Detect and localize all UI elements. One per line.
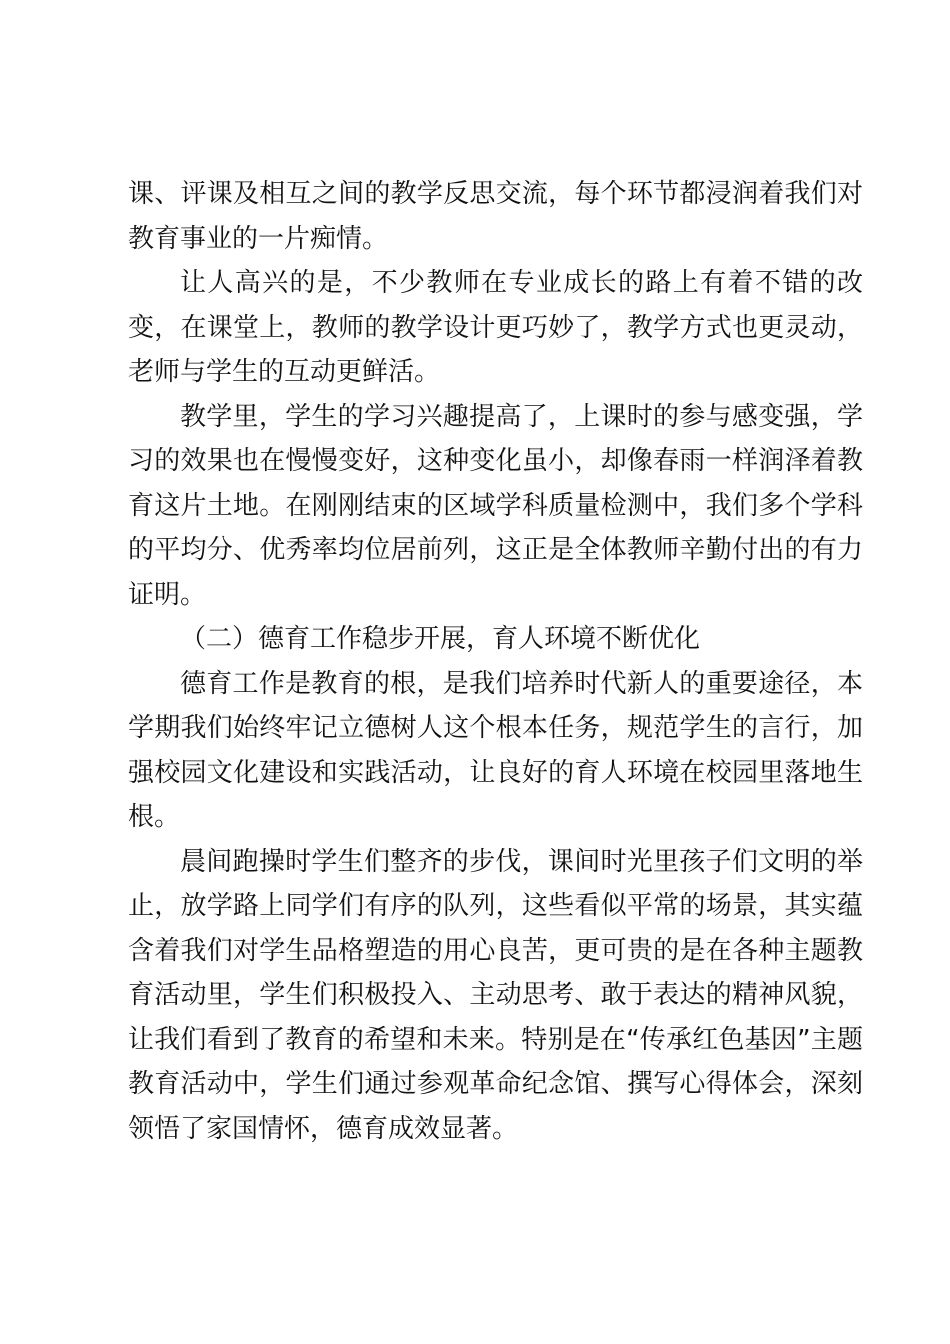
paragraph-continuation: 课、评课及相互之间的教学反思交流，每个环节都浸润着我们对教育事业的一片痴情。: [128, 179, 863, 254]
paragraph-student-learning: 教学里，学生的学习兴趣提高了，上课时的参与感变强，学习的效果也在慢慢变好，这种变化虽小，却像春雨一样润泽着教育这片土地。在刚刚结束的区域学科质量检测中，我们多个学科的平均分、优秀率均位居前列，这正是全体教师辛勤付出的有力证明。: [128, 401, 863, 610]
section-heading-moral-education: （二）德育工作稳步开展，育人环境不断优化: [180, 624, 701, 654]
paragraph-teacher-growth: 让人高兴的是，不少教师在专业成长的路上有着不错的改变，在课堂上，教师的教学设计更巧妙了，教学方式也更灵动，老师与学生的互动更鲜活。: [128, 268, 863, 387]
document-body: [128, 172, 863, 1151]
paragraph-moral-education-scenes: 晨间跑操时学生们整齐的步伐，课间时光里孩子们文明的举止，放学路上同学们有序的队列，这些看似平常的场景，其实蕴含着我们对学生品格塑造的用心良苦，更可贵的是在各种主题教育活动里，学生们积极投入、主动思考、敢于表达的精神风貌，让我们看到了教育的希望和未来。特别是在“传承红色基因”主题教育活动中，学生们通过参观革命纪念馆、撰写心得体会，深刻领悟了家国情怀，德育成效显著。: [128, 846, 863, 1144]
paragraph-moral-education-intro: 德育工作是教育的根，是我们培养时代新人的重要途径，本学期我们始终牢记立德树人这个根本任务，规范学生的言行，加强校园文化建设和实践活动，让良好的育人环境在校园里落地生根。: [128, 668, 863, 832]
